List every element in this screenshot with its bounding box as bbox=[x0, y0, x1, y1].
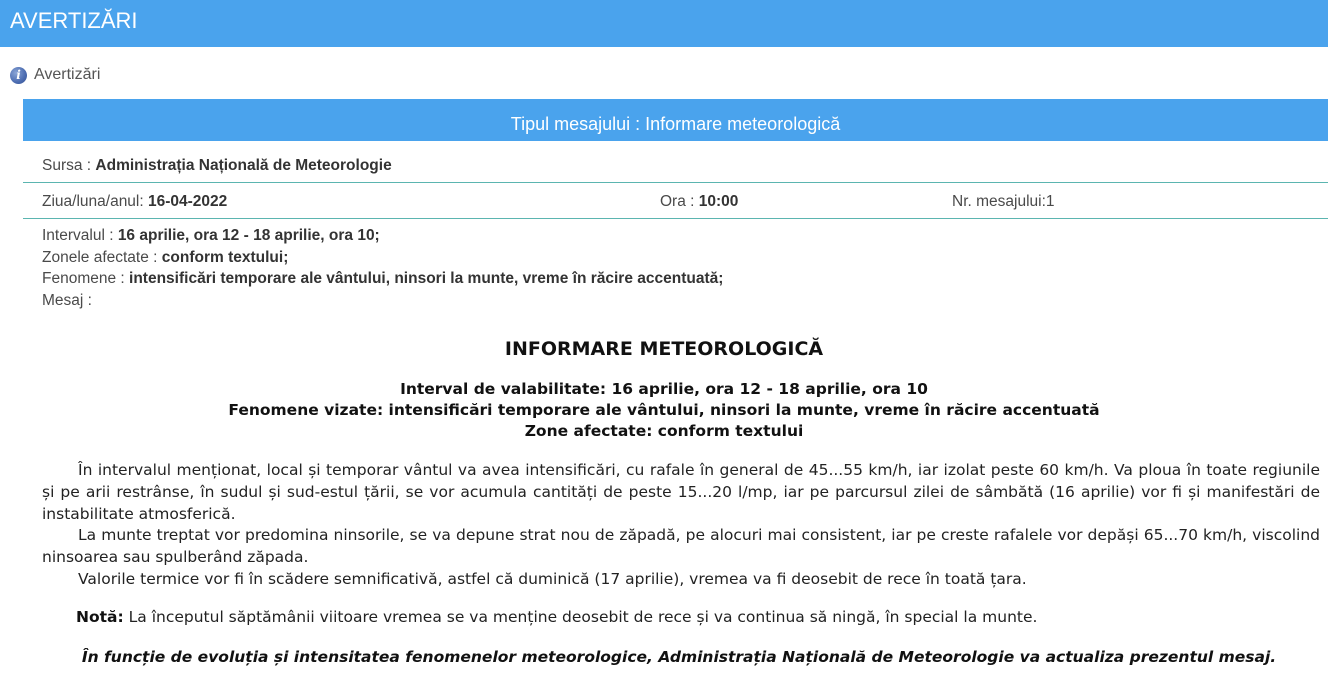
closing-statement: În funcție de evoluția și intensitatea fenomenelor meteorologice, Administrația Națională de Meteorologie va actualiza prezentul mesaj. bbox=[81, 648, 1277, 666]
body-paragraph: Valorile termice vor fi în scădere semnificativă, astfel că duminică (17 aprilie), vremea va fi deosebit de rece în toată țara. bbox=[78, 569, 1027, 588]
interval-line bbox=[42, 225, 1328, 247]
document-body bbox=[42, 460, 1320, 591]
date-value: 16-04-2022 bbox=[148, 193, 228, 210]
interval-label: Intervalul : bbox=[42, 227, 118, 244]
zones-value: conform textului; bbox=[161, 248, 289, 266]
document-summary bbox=[0, 379, 1328, 442]
phenomena-line bbox=[42, 268, 1328, 290]
date-row bbox=[23, 183, 1328, 219]
interval-value: 16 aprilie, ora 12 - 18 aprilie, ora 10; bbox=[117, 227, 380, 244]
message-type-heading: Tipul mesajului : Informare meteorologică bbox=[23, 99, 1328, 141]
message-label: Mesaj : bbox=[42, 291, 92, 309]
zones-summary-line: Zone afectate: conform textului bbox=[524, 422, 804, 440]
message-number-cell bbox=[952, 183, 1055, 220]
message-number-label: Nr. mesajului: bbox=[952, 193, 1046, 210]
zones-line bbox=[42, 247, 1328, 269]
note bbox=[76, 608, 1037, 626]
time-label: Ora : bbox=[660, 193, 699, 210]
note-label: Notă: bbox=[76, 608, 124, 626]
time-value: 10:00 bbox=[698, 193, 739, 210]
validity-line: Interval de valabilitate: 16 aprilie, ora 12 - 18 aprilie, ora 10 bbox=[400, 380, 928, 398]
note-text: La începutul săptămânii viitoare vremea se va menține deosebit de rece și va continua să ningă, în special la munte. bbox=[123, 608, 1038, 626]
phenomena-value: intensificări temporare ale vântului, ninsori la munte, vreme în răcire accentuată; bbox=[129, 270, 724, 287]
body-paragraph: La munte treptat vor predomina ninsorile, se va depune strat nou de zăpadă, pe alocuri mai consistent, iar pe creste rafalele vor depăși 65...70 km/h, viscolind ninsoarea sau spulberând zăpada. bbox=[42, 526, 1320, 567]
breadcrumb[interactable] bbox=[10, 64, 100, 86]
body-paragraph: În intervalul menționat, local și temporar vântul va avea intensificări, cu rafale în general de 45...55 km/h, iar izolat peste 60 km/h. Va ploua în toate regiunile și pe arii restrânse, în sudul și sud-estul țării, se vor acumula cantități de peste 15...20 l/mp, iar pe parcursul zilei de sâmbătă (16 aprilie) vor fi și manifestări de instabilitate atmosferică. bbox=[42, 461, 1320, 523]
source-value: Administrația Națională de Meteorologie bbox=[95, 157, 392, 174]
time-cell bbox=[660, 183, 738, 220]
message-meta bbox=[23, 219, 1328, 311]
date-cell bbox=[42, 193, 227, 210]
info-icon: i bbox=[10, 67, 27, 84]
warning-panel bbox=[23, 99, 1328, 311]
source-label: Sursa : bbox=[42, 157, 96, 174]
page-title: AVERTIZĂRI bbox=[10, 8, 138, 33]
page-header bbox=[0, 0, 1328, 47]
breadcrumb-label[interactable]: Avertizări bbox=[34, 66, 101, 83]
source-row bbox=[23, 141, 1328, 183]
zones-label: Zonele afectate : bbox=[42, 248, 162, 266]
phenomena-label: Fenomene : bbox=[42, 270, 130, 287]
phenomena-summary-line: Fenomene vizate: intensificări temporare ale vântului, ninsori la munte, vreme în răcire accentuată bbox=[228, 401, 1100, 419]
message-number-value: 1 bbox=[1045, 193, 1055, 210]
document-title: INFORMARE METEOROLOGICĂ bbox=[504, 338, 824, 360]
date-label: Ziua/luna/anul: bbox=[42, 193, 148, 210]
